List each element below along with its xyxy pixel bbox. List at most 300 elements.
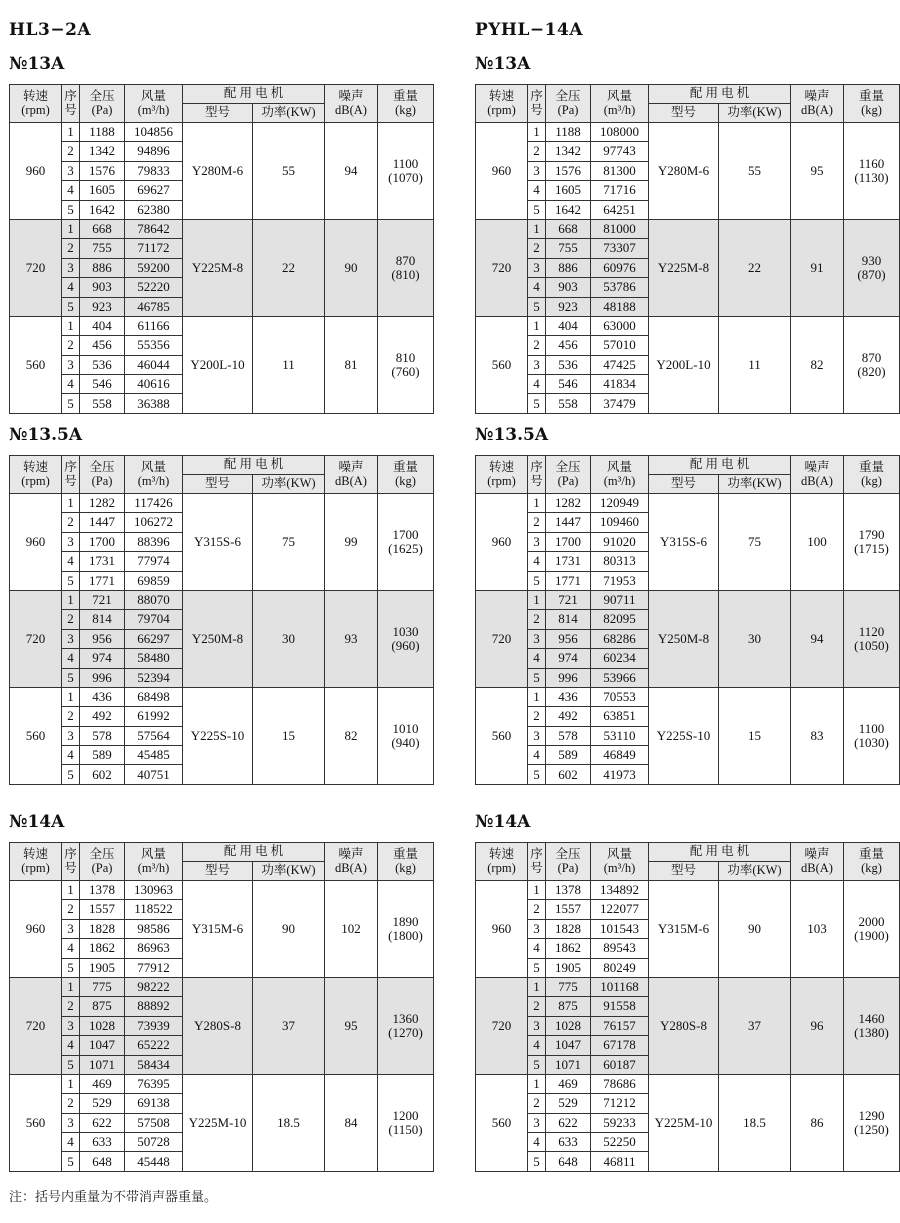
pressure-cell: 456: [546, 336, 591, 355]
seq-cell: 4: [528, 939, 546, 958]
weight-cell: [844, 316, 900, 413]
header-pressure-text: (Pa): [557, 473, 579, 488]
flow-cell: 69138: [125, 1094, 183, 1113]
header-seq-text: 序号: [530, 846, 543, 875]
seq-cell: 1: [528, 494, 546, 513]
pressure-cell: 1862: [546, 939, 591, 958]
motor-power-cell: 30: [253, 590, 325, 687]
table-row: [10, 494, 434, 513]
header-motor-power-text: 功率(KW): [261, 105, 316, 120]
pressure-cell: 1378: [80, 881, 125, 900]
flow-cell: 101543: [591, 919, 649, 938]
seq-cell: 5: [62, 1152, 80, 1171]
seq-cell: 4: [528, 1133, 546, 1152]
weight-value-no-silencer: (1380): [854, 1024, 889, 1040]
flow-cell: 88892: [125, 997, 183, 1016]
speed-cell: 960: [10, 123, 62, 220]
section-title: №14A: [475, 812, 531, 832]
header-speed-text: 转速: [22, 459, 48, 474]
pressure-cell: 1731: [546, 552, 591, 571]
speed-cell: 560: [10, 687, 62, 784]
pressure-cell: 721: [80, 590, 125, 609]
flow-cell: 60234: [591, 649, 649, 668]
header-flow-text: (m³/h): [603, 473, 636, 488]
flow-cell: 46044: [125, 355, 183, 374]
table-row: [476, 687, 900, 706]
flow-cell: 104856: [125, 123, 183, 142]
flow-cell: 59233: [591, 1113, 649, 1132]
speed-cell: 960: [476, 123, 528, 220]
motor-type-cell: Y200L-10: [649, 316, 719, 413]
motor-type-cell: Y280S-8: [649, 977, 719, 1074]
header-noise: [791, 456, 844, 494]
header-speed-text: 转速: [22, 88, 48, 103]
table-row: [476, 977, 900, 996]
flow-cell: 64251: [591, 200, 649, 219]
header-seq: [62, 456, 80, 494]
header-noise: [325, 843, 378, 881]
seq-cell: 4: [62, 939, 80, 958]
pressure-cell: 1605: [80, 181, 125, 200]
header-motor-type: [183, 104, 253, 123]
seq-cell: 2: [528, 610, 546, 629]
header-flow-text: (m³/h): [137, 473, 170, 488]
header-weight: [378, 456, 434, 494]
weight-value-no-silencer: (760): [391, 363, 420, 379]
table-row: [10, 977, 434, 996]
header-flow: [591, 85, 649, 123]
pressure-cell: 1047: [80, 1036, 125, 1055]
header-weight-text: 重量: [393, 88, 419, 103]
seq-cell: 4: [62, 552, 80, 571]
header-pressure: [546, 85, 591, 123]
header-flow: [125, 85, 183, 123]
header-noise-text: 噪声: [804, 88, 830, 103]
pressure-cell: 923: [546, 297, 591, 316]
seq-cell: 2: [528, 142, 546, 161]
spec-table: [9, 84, 434, 414]
weight-value-no-silencer: (1150): [388, 1121, 423, 1137]
seq-cell: 1: [62, 881, 80, 900]
table-row: [10, 687, 434, 706]
header-pressure: [80, 456, 125, 494]
header-seq: [528, 85, 546, 123]
seq-cell: 5: [528, 958, 546, 977]
seq-cell: 5: [528, 571, 546, 590]
header-motor-power-text: 功率(KW): [261, 863, 316, 878]
speed-cell: 560: [476, 1074, 528, 1171]
header-pressure-text: (Pa): [557, 102, 579, 117]
header-motor: [183, 85, 325, 104]
pressure-cell: 1282: [546, 494, 591, 513]
pressure-cell: 529: [80, 1094, 125, 1113]
header-weight-text: 重量: [393, 459, 419, 474]
header-motor-power-text: 功率(KW): [727, 863, 782, 878]
pressure-cell: 1905: [546, 958, 591, 977]
flow-cell: 71716: [591, 181, 649, 200]
flow-cell: 36388: [125, 394, 183, 413]
flow-cell: 55356: [125, 336, 183, 355]
motor-type-cell: Y225M-10: [183, 1074, 253, 1171]
flow-cell: 53786: [591, 278, 649, 297]
pressure-cell: 1557: [80, 900, 125, 919]
flow-cell: 71212: [591, 1094, 649, 1113]
header-speed-text: 转速: [488, 88, 514, 103]
seq-cell: 4: [62, 746, 80, 765]
motor-type-cell: Y225M-8: [183, 219, 253, 316]
header-motor: [183, 843, 325, 862]
flow-cell: 118522: [125, 900, 183, 919]
pressure-cell: 1642: [546, 200, 591, 219]
pressure-cell: 536: [80, 355, 125, 374]
header-noise-text: dB(A): [335, 860, 367, 875]
weight-value: 1010: [392, 720, 419, 736]
section-title: №13A: [475, 54, 531, 74]
noise-cell: 95: [791, 123, 844, 220]
motor-power-cell: 75: [253, 494, 325, 591]
pressure-cell: 1378: [546, 881, 591, 900]
motor-type-cell: Y225M-8: [649, 219, 719, 316]
flow-cell: 46785: [125, 297, 183, 316]
seq-cell: 5: [62, 200, 80, 219]
header-row: [476, 85, 900, 104]
seq-cell: 4: [528, 278, 546, 297]
seq-cell: 5: [528, 1152, 546, 1171]
header-seq: [528, 456, 546, 494]
flow-cell: 62380: [125, 200, 183, 219]
weight-value: 1790: [858, 526, 885, 542]
motor-power-cell: 15: [719, 687, 791, 784]
header-row: [10, 85, 434, 104]
speed-cell: 720: [10, 590, 62, 687]
header-flow-text: 风量: [606, 846, 632, 861]
flow-cell: 47425: [591, 355, 649, 374]
motor-power-cell: 11: [719, 316, 791, 413]
motor-power-cell: 37: [253, 977, 325, 1074]
noise-cell: 95: [325, 977, 378, 1074]
seq-cell: 3: [62, 1113, 80, 1132]
header-seq-text: 序号: [530, 88, 543, 117]
header-weight-text: 重量: [859, 459, 885, 474]
seq-cell: 2: [528, 997, 546, 1016]
flow-cell: 69627: [125, 181, 183, 200]
header-speed: [10, 456, 62, 494]
pressure-cell: 578: [80, 726, 125, 745]
weight-value-no-silencer: (870): [857, 266, 886, 282]
motor-power-cell: 37: [719, 977, 791, 1074]
seq-cell: 4: [528, 1036, 546, 1055]
table-row: [476, 590, 900, 609]
weight-value-no-silencer: (810): [391, 266, 420, 282]
seq-cell: 2: [62, 142, 80, 161]
seq-cell: 4: [62, 1133, 80, 1152]
header-speed-text: 转速: [488, 846, 514, 861]
header-speed-text: (rpm): [21, 102, 50, 117]
table-row: [476, 881, 900, 900]
header-speed-text: 转速: [488, 459, 514, 474]
header-flow: [591, 456, 649, 494]
header-motor-text: 配 用 电 机: [689, 844, 750, 859]
seq-cell: 2: [528, 1094, 546, 1113]
seq-cell: 1: [62, 590, 80, 609]
seq-cell: 4: [528, 181, 546, 200]
motor-type-cell: Y250M-8: [649, 590, 719, 687]
header-weight: [844, 85, 900, 123]
model-title: HL3−2A: [9, 20, 92, 40]
flow-cell: 91020: [591, 532, 649, 551]
header-flow-text: (m³/h): [603, 860, 636, 875]
weight-value-no-silencer: (820): [857, 363, 886, 379]
header-weight-text: (kg): [861, 473, 882, 488]
header-flow: [125, 843, 183, 881]
seq-cell: 1: [528, 123, 546, 142]
seq-cell: 2: [528, 336, 546, 355]
flow-cell: 37479: [591, 394, 649, 413]
flow-cell: 52220: [125, 278, 183, 297]
flow-cell: 81300: [591, 161, 649, 180]
pressure-cell: 492: [80, 707, 125, 726]
header-noise: [325, 85, 378, 123]
flow-cell: 48188: [591, 297, 649, 316]
seq-cell: 5: [62, 668, 80, 687]
table-row: [476, 123, 900, 142]
flow-cell: 98222: [125, 977, 183, 996]
header-noise-text: 噪声: [804, 459, 830, 474]
header-speed-text: (rpm): [487, 860, 516, 875]
header-motor: [183, 456, 325, 475]
flow-cell: 73307: [591, 239, 649, 258]
header-flow-text: 风量: [140, 846, 166, 861]
flow-cell: 98586: [125, 919, 183, 938]
header-flow-text: 风量: [140, 459, 166, 474]
footnote: 注：括号内重量为不带消声器重量。: [9, 1190, 218, 1205]
seq-cell: 2: [62, 997, 80, 1016]
motor-power-cell: 55: [719, 123, 791, 220]
flow-cell: 90711: [591, 590, 649, 609]
seq-cell: 2: [528, 900, 546, 919]
weight-cell: [378, 590, 434, 687]
flow-cell: 101168: [591, 977, 649, 996]
weight-value-no-silencer: (1250): [854, 1121, 889, 1137]
motor-type-cell: Y200L-10: [183, 316, 253, 413]
pressure-cell: 589: [546, 746, 591, 765]
header-seq-text: 序号: [64, 459, 77, 488]
seq-cell: 2: [528, 513, 546, 532]
flow-cell: 86963: [125, 939, 183, 958]
flow-cell: 77912: [125, 958, 183, 977]
header-motor-text: 配 用 电 机: [223, 457, 284, 472]
seq-cell: 5: [528, 200, 546, 219]
table-row: [476, 316, 900, 335]
header-weight: [378, 843, 434, 881]
pressure-cell: 648: [80, 1152, 125, 1171]
seq-cell: 3: [62, 1016, 80, 1035]
pressure-cell: 814: [546, 610, 591, 629]
model-title: PYHL−14A: [475, 20, 584, 40]
header-pressure-text: (Pa): [91, 473, 113, 488]
motor-type-cell: Y315M-6: [649, 881, 719, 978]
header-speed-text: (rpm): [487, 473, 516, 488]
noise-cell: 84: [325, 1074, 378, 1171]
motor-power-cell: 22: [253, 219, 325, 316]
seq-cell: 3: [528, 161, 546, 180]
noise-cell: 91: [791, 219, 844, 316]
header-weight-text: 重量: [859, 846, 885, 861]
seq-cell: 1: [528, 590, 546, 609]
seq-cell: 3: [528, 1113, 546, 1132]
flow-cell: 61166: [125, 316, 183, 335]
speed-cell: 960: [10, 881, 62, 978]
header-weight-text: (kg): [395, 473, 416, 488]
header-noise: [325, 456, 378, 494]
pressure-cell: 1642: [80, 200, 125, 219]
header-seq: [528, 843, 546, 881]
seq-cell: 1: [528, 1074, 546, 1093]
seq-cell: 2: [528, 707, 546, 726]
weight-cell: [378, 881, 434, 978]
seq-cell: 5: [62, 958, 80, 977]
flow-cell: 68498: [125, 687, 183, 706]
pressure-cell: 923: [80, 297, 125, 316]
header-motor: [649, 456, 791, 475]
weight-cell: [844, 977, 900, 1074]
weight-value: 870: [395, 252, 416, 268]
flow-cell: 88070: [125, 590, 183, 609]
table-row: [10, 1074, 434, 1093]
speed-cell: 960: [476, 494, 528, 591]
motor-power-cell: 30: [719, 590, 791, 687]
pressure-cell: 622: [546, 1113, 591, 1132]
header-motor-text: 配 用 电 机: [223, 86, 284, 101]
flow-cell: 88396: [125, 532, 183, 551]
flow-cell: 79704: [125, 610, 183, 629]
flow-cell: 58480: [125, 649, 183, 668]
seq-cell: 4: [62, 649, 80, 668]
speed-cell: 960: [476, 881, 528, 978]
flow-cell: 46849: [591, 746, 649, 765]
header-pressure: [546, 456, 591, 494]
pressure-cell: 602: [80, 765, 125, 784]
seq-cell: 1: [62, 316, 80, 335]
header-noise-text: dB(A): [335, 102, 367, 117]
weight-cell: [378, 219, 434, 316]
seq-cell: 5: [62, 1055, 80, 1074]
header-motor-power: [719, 475, 791, 494]
flow-cell: 53966: [591, 668, 649, 687]
flow-cell: 89543: [591, 939, 649, 958]
seq-cell: 5: [62, 571, 80, 590]
flow-cell: 61992: [125, 707, 183, 726]
flow-cell: 81000: [591, 219, 649, 238]
spec-table: [9, 455, 434, 785]
flow-cell: 60187: [591, 1055, 649, 1074]
speed-cell: 720: [476, 219, 528, 316]
pressure-cell: 721: [546, 590, 591, 609]
seq-cell: 4: [528, 552, 546, 571]
noise-cell: 94: [791, 590, 844, 687]
motor-type-cell: Y225S-10: [649, 687, 719, 784]
header-weight: [378, 85, 434, 123]
weight-value: 2000: [858, 913, 885, 929]
seq-cell: 5: [62, 394, 80, 413]
header-noise-text: dB(A): [801, 473, 833, 488]
seq-cell: 2: [62, 1094, 80, 1113]
weight-value-no-silencer: (1130): [854, 169, 889, 185]
header-speed: [476, 843, 528, 881]
header-row: [10, 843, 434, 862]
table-row: [476, 219, 900, 238]
flow-cell: 46811: [591, 1152, 649, 1171]
pressure-cell: 436: [546, 687, 591, 706]
seq-cell: 2: [62, 900, 80, 919]
seq-cell: 3: [62, 629, 80, 648]
noise-cell: 82: [791, 316, 844, 413]
pressure-cell: 1576: [546, 161, 591, 180]
noise-cell: 96: [791, 977, 844, 1074]
pressure-cell: 875: [80, 997, 125, 1016]
seq-cell: 3: [62, 161, 80, 180]
flow-cell: 52250: [591, 1133, 649, 1152]
noise-cell: 100: [791, 494, 844, 591]
flow-cell: 77974: [125, 552, 183, 571]
weight-value: 1100: [858, 720, 885, 736]
motor-power-cell: 55: [253, 123, 325, 220]
pressure-cell: 1342: [80, 142, 125, 161]
seq-cell: 4: [62, 181, 80, 200]
pressure-cell: 875: [546, 997, 591, 1016]
header-weight-text: 重量: [393, 846, 419, 861]
motor-type-cell: Y280S-8: [183, 977, 253, 1074]
table-row: [10, 881, 434, 900]
pressure-cell: 1557: [546, 900, 591, 919]
noise-cell: 93: [325, 590, 378, 687]
motor-power-cell: 18.5: [719, 1074, 791, 1171]
header-motor-power: [253, 475, 325, 494]
flow-cell: 57508: [125, 1113, 183, 1132]
header-noise: [791, 85, 844, 123]
seq-cell: 2: [62, 610, 80, 629]
seq-cell: 5: [528, 765, 546, 784]
header-motor-power: [719, 862, 791, 881]
flow-cell: 63851: [591, 707, 649, 726]
pressure-cell: 558: [80, 394, 125, 413]
flow-cell: 78686: [591, 1074, 649, 1093]
weight-value: 1360: [392, 1010, 419, 1026]
weight-cell: [844, 123, 900, 220]
pressure-cell: 1700: [546, 532, 591, 551]
pressure-cell: 492: [546, 707, 591, 726]
weight-value-no-silencer: (1050): [854, 637, 889, 653]
pressure-cell: 1862: [80, 939, 125, 958]
spec-table: [475, 842, 900, 1172]
weight-value: 1200: [392, 1107, 419, 1123]
pressure-cell: 602: [546, 765, 591, 784]
pressure-cell: 436: [80, 687, 125, 706]
pressure-cell: 668: [80, 219, 125, 238]
flow-cell: 40616: [125, 375, 183, 394]
motor-type-cell: Y225S-10: [183, 687, 253, 784]
table-row: [476, 1074, 900, 1093]
header-speed: [10, 85, 62, 123]
flow-cell: 91558: [591, 997, 649, 1016]
noise-cell: 99: [325, 494, 378, 591]
noise-cell: 90: [325, 219, 378, 316]
weight-cell: [844, 219, 900, 316]
flow-cell: 40751: [125, 765, 183, 784]
flow-cell: 117426: [125, 494, 183, 513]
header-pressure-text: 全压: [555, 88, 581, 103]
header-motor-power-text: 功率(KW): [261, 476, 316, 491]
